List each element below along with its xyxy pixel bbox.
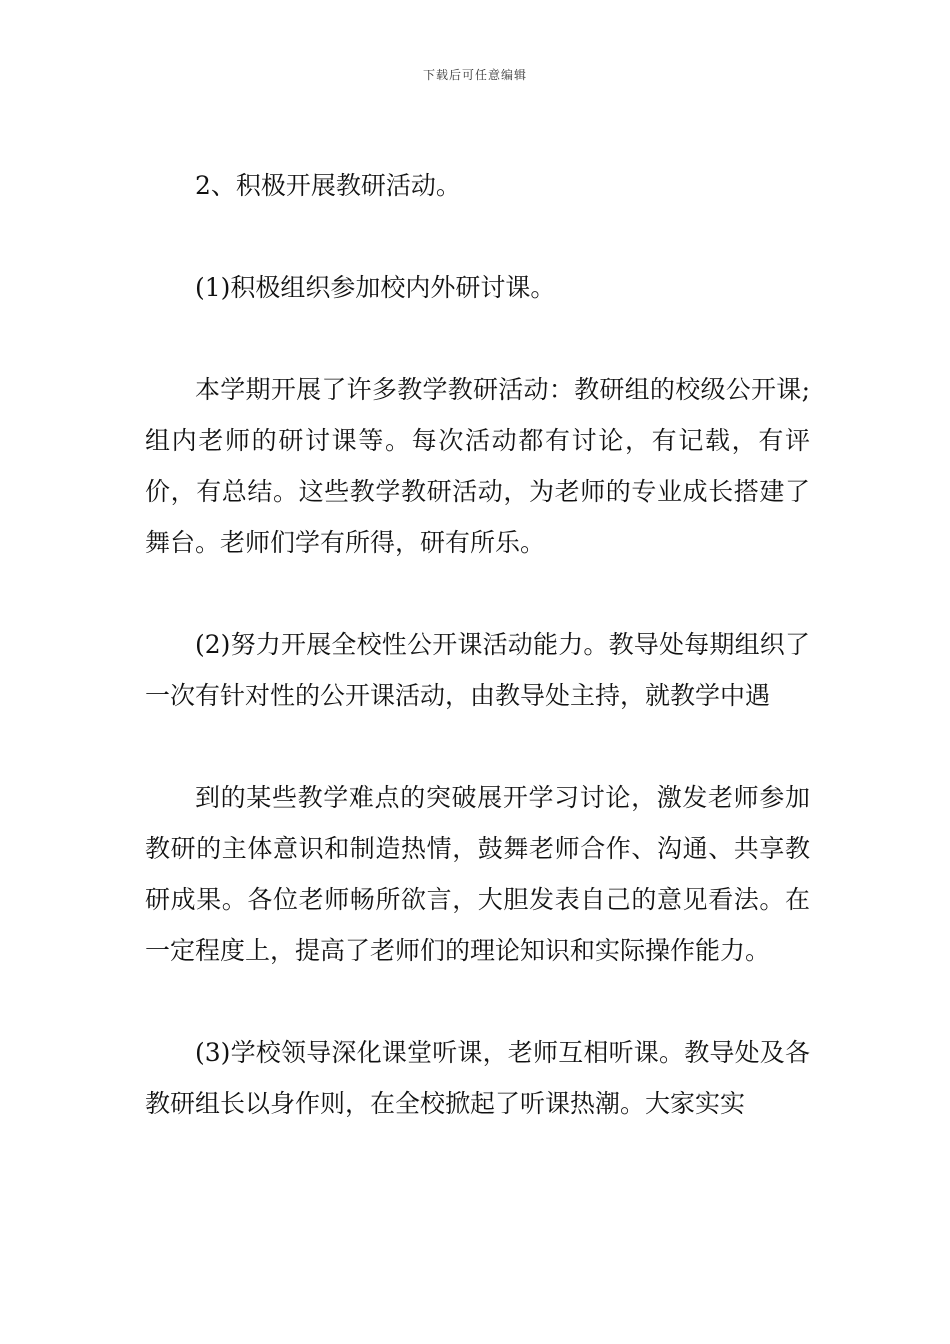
paragraph-lesson-observation: (3)学校领导深化课堂听课，老师互相听课。教导处及各教研组长以身作则，在全校掀起了听课热潮。大家实实: [145, 1038, 810, 1118]
page-header-note: 下载后可任意编辑: [422, 68, 527, 82]
subsection-heading-1: (1)积极组织参加校内外研讨课。: [195, 273, 556, 302]
section-heading: 2、积极开展教研活动。: [195, 171, 461, 200]
document-body: [145, 160, 810, 1180]
paragraph-open-class: (2)努力开展全校性公开课活动能力。教导处每期组织了一次有针对性的公开课活动，由教导处主持，就教学中遇: [145, 630, 810, 710]
paragraph-discussion: 到的某些教学难点的突破展开学习讨论，激发老师参加教研的主体意识和制造热情，鼓舞老师合作、沟通、共享教研成果。各位老师畅所欲言，大胆发表自己的意见看法。在一定程度上，提高了老师们的理论知识和实际操作能力。: [145, 783, 810, 965]
paragraph-research-activities: 本学期开展了许多教学教研活动：教研组的校级公开课;组内老师的研讨课等。每次活动都有讨论，有记载，有评价，有总结。这些教学教研活动，为老师的专业成长搭建了舞台。老师们学有所得，研有所乐。: [145, 375, 810, 557]
